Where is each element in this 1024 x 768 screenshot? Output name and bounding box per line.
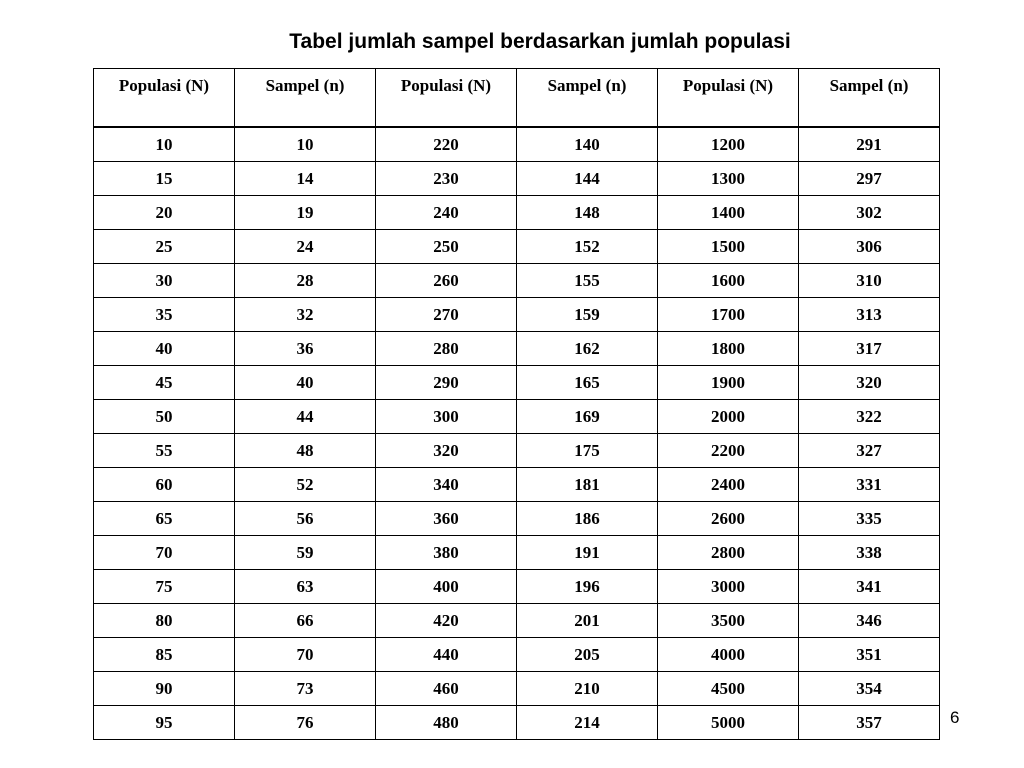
table-cell: 25 [94, 230, 235, 264]
table-cell: 95 [94, 706, 235, 740]
table-cell: 214 [517, 706, 658, 740]
table-cell: 205 [517, 638, 658, 672]
table-cell: 440 [376, 638, 517, 672]
table-cell: 320 [799, 366, 940, 400]
table-cell: 317 [799, 332, 940, 366]
table-cell: 159 [517, 298, 658, 332]
page-number: 6 [950, 708, 960, 727]
table-cell: 44 [235, 400, 376, 434]
table-row [94, 468, 940, 502]
table-cell: 240 [376, 196, 517, 230]
table-row [94, 162, 940, 196]
table-row [94, 400, 940, 434]
table-cell: 66 [235, 604, 376, 638]
table-cell: 2600 [658, 502, 799, 536]
table-cell: 460 [376, 672, 517, 706]
table-cell: 15 [94, 162, 235, 196]
table-cell: 351 [799, 638, 940, 672]
table-cell: 56 [235, 502, 376, 536]
table-cell: 55 [94, 434, 235, 468]
table-cell: 310 [799, 264, 940, 298]
table-cell: 45 [94, 366, 235, 400]
table-cell: 2400 [658, 468, 799, 502]
table-cell: 181 [517, 468, 658, 502]
table-cell: 322 [799, 400, 940, 434]
table-cell: 354 [799, 672, 940, 706]
table-cell: 2000 [658, 400, 799, 434]
table-cell: 20 [94, 196, 235, 230]
table-cell: 335 [799, 502, 940, 536]
table-row [94, 264, 940, 298]
table-cell: 5000 [658, 706, 799, 740]
table-cell: 346 [799, 604, 940, 638]
table-row [94, 536, 940, 570]
table-cell: 327 [799, 434, 940, 468]
table-cell: 30 [94, 264, 235, 298]
table-cell: 480 [376, 706, 517, 740]
table-cell: 341 [799, 570, 940, 604]
table-cell: 73 [235, 672, 376, 706]
table-cell: 186 [517, 502, 658, 536]
table-cell: 2800 [658, 536, 799, 570]
table-row [94, 332, 940, 366]
table-row [94, 604, 940, 638]
table-cell: 85 [94, 638, 235, 672]
header-cell-sampel-3: Sampel (n) [799, 69, 940, 128]
table-body [94, 127, 940, 740]
table-row [94, 366, 940, 400]
table-cell: 300 [376, 400, 517, 434]
table-cell: 220 [376, 127, 517, 162]
table-cell: 155 [517, 264, 658, 298]
table-cell: 60 [94, 468, 235, 502]
table-cell: 169 [517, 400, 658, 434]
table-cell: 80 [94, 604, 235, 638]
table-cell: 152 [517, 230, 658, 264]
table-cell: 291 [799, 127, 940, 162]
table-cell: 24 [235, 230, 376, 264]
table-cell: 2200 [658, 434, 799, 468]
header-cell-populasi-1: Populasi (N) [94, 69, 235, 128]
table-cell: 338 [799, 536, 940, 570]
table-cell: 1700 [658, 298, 799, 332]
table-cell: 360 [376, 502, 517, 536]
table-cell: 4500 [658, 672, 799, 706]
page-title: Tabel jumlah sampel berdasarkan jumlah populasi [289, 30, 791, 53]
table-cell: 1500 [658, 230, 799, 264]
table-cell: 201 [517, 604, 658, 638]
table-cell: 3000 [658, 570, 799, 604]
table-cell: 3500 [658, 604, 799, 638]
table-cell: 1400 [658, 196, 799, 230]
table-row [94, 502, 940, 536]
table-cell: 70 [235, 638, 376, 672]
header-cell-populasi-3: Populasi (N) [658, 69, 799, 128]
table-cell: 191 [517, 536, 658, 570]
table-cell: 290 [376, 366, 517, 400]
table-cell: 270 [376, 298, 517, 332]
header-row [94, 69, 940, 128]
table-cell: 165 [517, 366, 658, 400]
table-cell: 35 [94, 298, 235, 332]
table-row [94, 638, 940, 672]
table-row [94, 298, 940, 332]
table-cell: 280 [376, 332, 517, 366]
table-cell: 400 [376, 570, 517, 604]
table-cell: 70 [94, 536, 235, 570]
table-row [94, 196, 940, 230]
table-cell: 162 [517, 332, 658, 366]
table-cell: 148 [517, 196, 658, 230]
table-cell: 1200 [658, 127, 799, 162]
table-row [94, 230, 940, 264]
table-cell: 14 [235, 162, 376, 196]
table-row [94, 127, 940, 162]
table-cell: 250 [376, 230, 517, 264]
header-cell-sampel-1: Sampel (n) [235, 69, 376, 128]
table-cell: 1600 [658, 264, 799, 298]
table-row [94, 672, 940, 706]
header-cell-populasi-2: Populasi (N) [376, 69, 517, 128]
table-row [94, 434, 940, 468]
table-cell: 76 [235, 706, 376, 740]
table-cell: 48 [235, 434, 376, 468]
table-cell: 10 [94, 127, 235, 162]
table-cell: 1800 [658, 332, 799, 366]
table-cell: 19 [235, 196, 376, 230]
table-cell: 210 [517, 672, 658, 706]
table-cell: 306 [799, 230, 940, 264]
table-cell: 140 [517, 127, 658, 162]
table-cell: 40 [235, 366, 376, 400]
table-cell: 230 [376, 162, 517, 196]
table-cell: 59 [235, 536, 376, 570]
table-cell: 420 [376, 604, 517, 638]
table-cell: 320 [376, 434, 517, 468]
table-row [94, 706, 940, 740]
table-cell: 302 [799, 196, 940, 230]
table-cell: 144 [517, 162, 658, 196]
table-cell: 32 [235, 298, 376, 332]
table-cell: 297 [799, 162, 940, 196]
table-cell: 340 [376, 468, 517, 502]
header-cell-sampel-2: Sampel (n) [517, 69, 658, 128]
table-cell: 65 [94, 502, 235, 536]
table-cell: 380 [376, 536, 517, 570]
table-cell: 196 [517, 570, 658, 604]
table-header [94, 69, 940, 128]
table-cell: 90 [94, 672, 235, 706]
table-cell: 52 [235, 468, 376, 502]
table-cell: 4000 [658, 638, 799, 672]
table-cell: 63 [235, 570, 376, 604]
sample-size-table [93, 68, 940, 740]
table-cell: 260 [376, 264, 517, 298]
table-cell: 36 [235, 332, 376, 366]
table-cell: 331 [799, 468, 940, 502]
table-cell: 75 [94, 570, 235, 604]
table-cell: 28 [235, 264, 376, 298]
table-cell: 175 [517, 434, 658, 468]
table-cell: 10 [235, 127, 376, 162]
table-row [94, 570, 940, 604]
table-cell: 313 [799, 298, 940, 332]
table-cell: 357 [799, 706, 940, 740]
table-cell: 1900 [658, 366, 799, 400]
table-cell: 1300 [658, 162, 799, 196]
table-cell: 50 [94, 400, 235, 434]
table-cell: 40 [94, 332, 235, 366]
